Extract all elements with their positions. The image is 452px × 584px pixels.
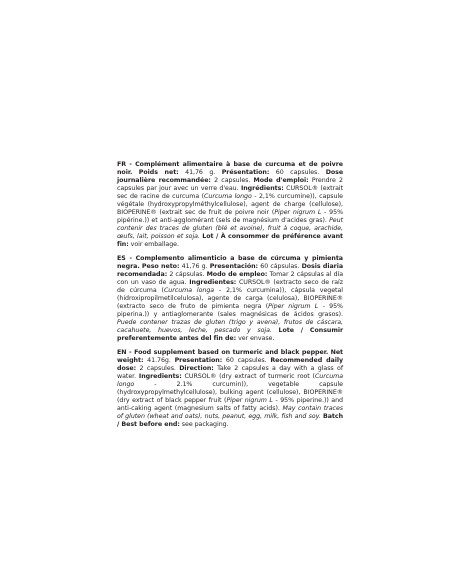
en-net-weight-value: 41.76g. [147,357,171,365]
fr-net-weight-label: Poids net: [138,169,179,177]
es-heading: ES - Complemento alimenticio a base de cúrcuma y pimienta negra. [117,255,343,271]
english-label-text [117,349,343,429]
en-presentation-value: 60 capsules. [225,357,267,365]
es-ingredients-latin-name: Curcuma longa [163,287,215,295]
es-ingredients-text: CURSOL® (extracto seco de raíz de cúrcuma ( [117,279,344,295]
en-usage-value: Take 2 capsules a day with a glass of water. [117,365,343,381]
fr-presentation-label: Présentation: [221,169,270,177]
es-presentation-label: Presentación: [209,263,259,271]
fr-net-weight-value: 41,76 g. [185,169,216,177]
french-label-text [117,161,343,250]
en-daily-dose-value: 2 capsules. [139,365,176,373]
es-presentation-value: 60 cápsulas. [260,263,300,271]
es-allergen-notice: Puede contener trazas de gluten (trigo y avena), frutos de cáscara, cacahuete, huevos, leche, pescado y soja. [117,319,343,335]
es-net-weight-value: 41,76 g. [181,263,208,271]
es-lot-label: Lote / Consumir preferentemente antes del fin de: [117,327,344,343]
en-net-weight-label: Net weight: [117,349,343,365]
en-ingredients-text: CURSOL® (dry extract of turmeric root ( [184,373,315,381]
es-ingredients-text: - 2,1% curcumina)), cápsula vegetal (hidroxipropilmetilcelulosa), agente de carga (celulosa), BIOPERINE® (extracto seco de fruto de pimienta negra ( [117,287,343,311]
en-ingredients-latin-name: Curcuma longo [117,373,344,389]
fr-heading: FR - Complément alimentaire à base de curcuma et de poivre noir. [117,161,343,177]
fr-daily-dose-label: Dose journalière recommandée: [117,169,344,185]
en-allergen-notice: May contain traces of gluten (wheat and oats), nuts, peanut, egg, milk, fish and soy. [117,405,343,421]
fr-ingredients-latin-name: Curcuma longo [204,193,252,201]
fr-presentation-value: 60 capsules. [275,169,320,177]
en-ingredients-text: - 2.1% curcumin)), vegetable capsule (hydroxypropylmethylcellulose), bulking agent (cellulose), BIOPERINE® (dry extract of black pepper fruit ( [117,381,343,405]
fr-lot-value: voir emballage. [130,241,179,249]
en-ingredients-text: - 95% piperine.)) and anti-caking agent (magnesium salts of fatty acids). [117,397,344,413]
fr-allergen-notice: Peut contenir des traces de gluten (blé et avoine), fruit à coque, arachide, œufs, lait, poisson et soja. [117,217,343,241]
es-ingredients-label: Ingredientes: [189,279,237,287]
fr-usage-value: Prendre 2 capsules par jour avec un verre d'eau. [117,177,343,193]
fr-ingredients-latin-name: Piper nigrum L [274,209,322,217]
fr-ingredients-text: - 95% pipérine.)) et anti-agglomérant (sels de magnésium d'acides gras). [117,209,344,225]
es-usage-label: Modo de empleo: [206,271,268,279]
en-lot-value: see packaging. [181,421,229,429]
es-ingredients-text: - 95% piperina.)) y antiaglomerante (sales magnésicas de ácidos grasos). [117,303,343,319]
es-ingredients-latin-name: Piper nigrum L [268,303,319,311]
en-ingredients-label: Ingredients: [138,373,182,381]
es-lot-value: ver envase. [238,335,275,343]
es-usage-value: Tomar 2 cápsulas al día con un vaso de agua. [117,271,344,287]
en-ingredients-latin-name: Piper nigrum L [226,397,273,405]
en-usage-label: Direction: [179,365,214,373]
fr-lot-label: Lot / À consommer de préférence avant fin: [117,233,343,249]
es-daily-dose-label: Dosis diaria recomendada: [117,263,344,279]
en-daily-dose-label: Recommended daily dose: [117,357,343,373]
en-lot-label: Batch / Best before end: [117,413,344,429]
fr-usage-label: Mode d'emploi: [253,177,309,185]
es-daily-dose-value: 2 cápsulas. [169,271,205,279]
spanish-label-text [117,255,343,344]
en-heading: EN - Food supplement based on turmeric and black pepper. [117,349,329,356]
es-net-weight-label: Peso neto: [141,263,180,271]
fr-ingredients-label: Ingrédients: [240,185,284,193]
fr-daily-dose-value: 2 capsules. [214,177,251,185]
fr-ingredients-text: CURSOL® (extrait sec de racine de curcuma ( [117,185,344,201]
fr-ingredients-text: - 2,1% curcumine)), capsule végétale (hydroxypropylméthylcellulose), agent de charge (cellulose), BIOPERINE® (extrait sec de fruit de poivre noir ( [117,193,343,217]
en-presentation-label: Presentation: [174,357,223,365]
